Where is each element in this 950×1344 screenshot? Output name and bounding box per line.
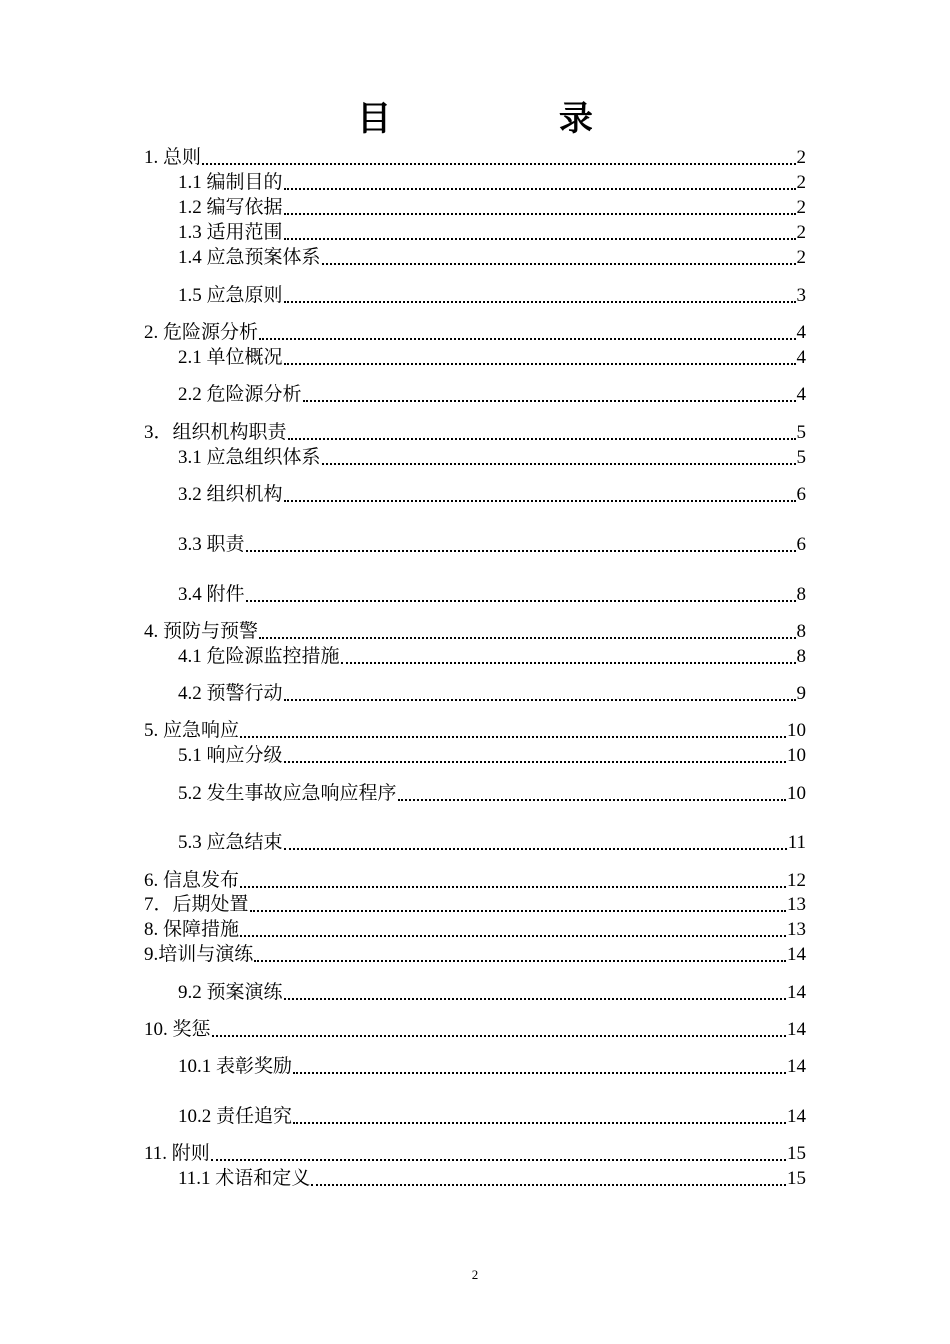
toc-entry-label: 1.5 应急原则 <box>178 285 283 306</box>
toc-entry-page: 10 <box>787 720 806 741</box>
toc-leader <box>341 662 796 664</box>
toc-entry-label: 2. 危险源分析 <box>144 322 259 343</box>
toc-leader <box>246 550 796 552</box>
toc-entry-page: 6 <box>796 534 806 555</box>
toc-leader <box>293 1072 786 1074</box>
toc-entry[interactable] <box>178 1055 806 1079</box>
toc-leader <box>322 263 796 265</box>
toc-entry-page: 2 <box>796 172 806 193</box>
toc-entry-page: 2 <box>796 222 806 243</box>
toc-entry-page: 14 <box>787 1106 806 1127</box>
toc-entry-page: 3 <box>796 285 806 306</box>
toc-leader <box>284 188 796 190</box>
toc-entry[interactable] <box>178 782 806 806</box>
toc-entry-label: 4.2 预警行动 <box>178 683 283 704</box>
toc-leader <box>311 1184 786 1186</box>
toc-entry-page: 13 <box>787 919 806 940</box>
toc-leader <box>246 600 796 602</box>
page-number: 2 <box>471 1267 479 1282</box>
toc-entry[interactable] <box>178 981 806 1005</box>
toc-leader <box>250 910 786 912</box>
toc-entry[interactable] <box>178 682 806 706</box>
toc-entry-label: 1. 总则 <box>144 147 202 168</box>
toc-leader <box>284 761 786 763</box>
toc-leader <box>284 998 786 1000</box>
toc-leader <box>284 500 796 502</box>
toc-leader <box>211 1159 786 1161</box>
toc-entry-label: 2.2 危险源分析 <box>178 384 302 405</box>
toc-entry-page: 14 <box>787 1019 806 1040</box>
toc-leader <box>240 886 786 888</box>
toc-entry-label: 4.1 危险源监控措施 <box>178 646 340 667</box>
toc-entry-label: 5. 应急响应 <box>144 720 240 741</box>
toc-entry[interactable] <box>178 483 806 507</box>
toc-leader <box>284 301 796 303</box>
toc-entry-page: 8 <box>796 646 806 667</box>
toc-entry-label: 1.3 适用范围 <box>178 222 283 243</box>
toc-entry-label: 10. 奖惩 <box>144 1019 211 1040</box>
toc-entry-label: 5.1 响应分级 <box>178 745 283 766</box>
toc-entry-label: 10.1 表彰奖励 <box>178 1056 293 1077</box>
toc-entry-label: 2.1 单位概况 <box>178 347 283 368</box>
toc-entry-page: 12 <box>787 870 806 891</box>
toc-entry-page: 5 <box>796 422 806 443</box>
toc-entry-page: 11 <box>787 832 806 853</box>
toc-entry-label: 3.3 职责 <box>178 534 245 555</box>
toc-entry[interactable] <box>178 583 806 607</box>
toc-entry-label: 3.4 附件 <box>178 584 245 605</box>
toc-entry-label: 11.1 术语和定义 <box>178 1168 311 1189</box>
toc-leader <box>240 736 786 738</box>
toc-entry-label: 5.3 应急结束 <box>178 832 283 853</box>
toc-entry-page: 8 <box>796 621 806 642</box>
toc-entry-label: 10.2 责任追究 <box>178 1106 293 1127</box>
toc-entry[interactable] <box>178 383 806 407</box>
toc-entry[interactable] <box>178 1167 806 1191</box>
toc-leader <box>212 1035 786 1037</box>
toc-entry-label: 3.1 应急组织体系 <box>178 447 321 468</box>
toc-entry-label: 3.2 组织机构 <box>178 484 283 505</box>
toc-leader <box>284 363 796 365</box>
toc-entry-page: 2 <box>796 197 806 218</box>
toc-entry-label: 8. 保障措施 <box>144 919 240 940</box>
toc-entry[interactable] <box>144 719 806 743</box>
toc-entry-page: 4 <box>796 347 806 368</box>
toc-leader <box>398 799 786 801</box>
toc-leader <box>284 238 796 240</box>
toc-leader <box>322 463 796 465</box>
toc-leader <box>284 848 787 850</box>
toc-entry-page: 14 <box>787 1056 806 1077</box>
toc-entry[interactable] <box>178 831 806 855</box>
toc-entry-page: 8 <box>796 584 806 605</box>
toc-leader <box>259 637 795 639</box>
toc-entry[interactable] <box>178 744 806 768</box>
toc-entry[interactable] <box>178 284 806 308</box>
toc-entry-page: 5 <box>796 447 806 468</box>
toc-entry[interactable] <box>144 1018 806 1042</box>
toc-leader <box>240 935 786 937</box>
toc-entry-label: 11. 附则 <box>144 1143 210 1164</box>
toc-entry[interactable] <box>144 893 806 917</box>
toc-entry[interactable] <box>144 146 806 170</box>
toc-entry-label: 3．组织机构职责 <box>144 422 287 443</box>
toc-entry-page: 4 <box>796 322 806 343</box>
toc-entry[interactable] <box>144 620 806 644</box>
toc-entry-page: 9 <box>796 683 806 704</box>
toc-entry-page: 15 <box>787 1168 806 1189</box>
toc-entry-label: 5.2 发生事故应急响应程序 <box>178 783 397 804</box>
toc-entry-page: 6 <box>796 484 806 505</box>
toc-entry-page: 14 <box>787 944 806 965</box>
toc-entry[interactable] <box>178 246 806 270</box>
toc-entry[interactable] <box>178 446 806 470</box>
toc-entry[interactable] <box>144 421 806 445</box>
toc-entry-page: 10 <box>787 783 806 804</box>
toc-entry[interactable] <box>144 1142 806 1166</box>
toc-entry-page: 15 <box>787 1143 806 1164</box>
toc-entry-label: 4. 预防与预警 <box>144 621 259 642</box>
toc-leader <box>293 1122 786 1124</box>
toc-entry[interactable] <box>178 533 806 557</box>
toc-leader <box>202 163 795 165</box>
toc-entry-page: 13 <box>787 894 806 915</box>
toc-entry[interactable] <box>178 346 806 370</box>
toc-entry-page: 2 <box>796 247 806 268</box>
toc-entry-page: 4 <box>796 384 806 405</box>
page-title: 目 录 <box>357 99 671 139</box>
toc-entry-page: 10 <box>787 745 806 766</box>
toc-entry[interactable] <box>178 1105 806 1129</box>
toc-entry[interactable] <box>144 918 806 942</box>
toc-leader <box>259 338 795 340</box>
toc-entry-page: 2 <box>796 147 806 168</box>
toc-entry-label: 9.2 预案演练 <box>178 982 283 1003</box>
toc-entry-label: 6. 信息发布 <box>144 870 240 891</box>
toc-entry-label: 1.1 编制目的 <box>178 172 283 193</box>
toc-leader <box>288 438 796 440</box>
toc-leader <box>284 699 796 701</box>
toc-entry[interactable] <box>178 645 806 669</box>
toc-entry-label: 7．后期处置 <box>144 894 249 915</box>
toc-entry-page: 14 <box>787 982 806 1003</box>
toc-entry-label: 1.2 编写依据 <box>178 197 283 218</box>
toc-leader <box>303 400 796 402</box>
toc-entry-label: 9.培训与演练 <box>144 944 254 965</box>
toc-entry[interactable] <box>144 943 806 967</box>
toc-entry-label: 1.4 应急预案体系 <box>178 247 321 268</box>
toc-entry[interactable] <box>144 321 806 345</box>
toc-entry[interactable] <box>144 869 806 893</box>
toc-entry[interactable] <box>178 196 806 220</box>
toc-leader <box>254 960 786 962</box>
toc-leader <box>284 213 796 215</box>
toc-entry[interactable] <box>178 221 806 245</box>
toc-entry[interactable] <box>178 171 806 195</box>
